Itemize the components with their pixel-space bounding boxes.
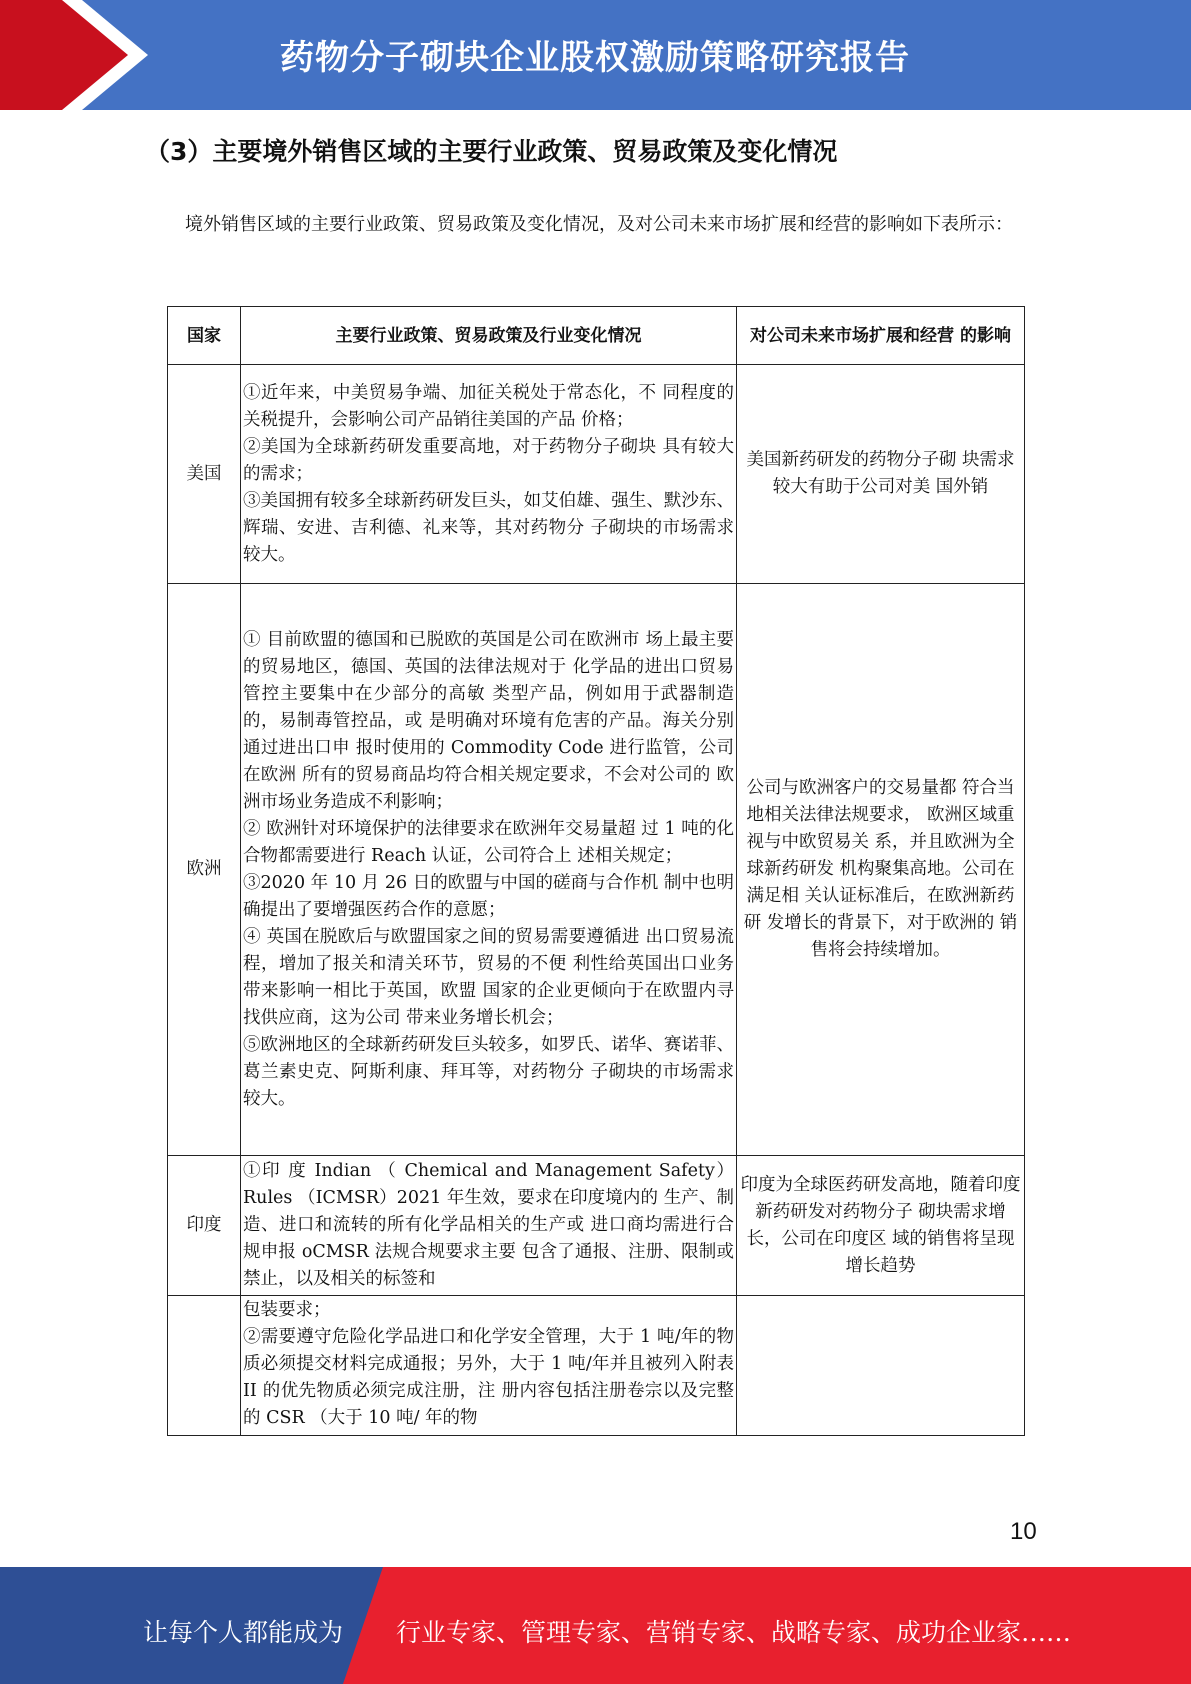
policy-item: ②需要遵守危险化学品进口和化学安全管理，大于 1 吨/年的物质必须提交材料完成通报；另外，大于 1 吨/年并且被列入附表 II 的优先物质必须完成注册，注 册内容包括注册卷宗以及完整的 CSR （大于 10 吨/ 年的物 (243, 1327, 734, 1428)
policy-table (167, 306, 1025, 1436)
footer-banner (0, 1567, 1191, 1684)
table-row-europe (168, 584, 1025, 1156)
policy-cell (241, 1156, 737, 1296)
page-number: 10 (1010, 1518, 1037, 1545)
header-country: 国家 (168, 307, 241, 365)
footer-slogan-left: 让每个人都能成为 (143, 1618, 344, 1647)
impact-cell: 美国新药研发的药物分子砌 块需求较大有助于公司对美 国外销 (737, 365, 1025, 584)
policy-cell (241, 584, 737, 1156)
policy-item: ② 欧洲针对环境保护的法律要求在欧洲年交易量超 过 1 吨的化合物都需要进行 Reach 认证，公司符合上 述相关规定； (243, 818, 734, 866)
policy-item: ①印 度 Indian （ Chemical and Management Safety） Rules （ICMSR）2021 年生效，要求在印度境内的 生产、制造、进口和流转的所有化学品相关的生产或 进口商均需进行合规申报 oCMSR 法规合规要求主要 包含了通报、注册、限制或禁止，以及相关的标签和 (243, 1161, 734, 1289)
impact-cell: 印度为全球医药研发高地，随着印度新药研发对药物分子 砌块需求增长，公司在印度区 域的销售将呈现增长趋势 (737, 1156, 1025, 1296)
policy-item: ⑤欧洲地区的全球新药研发巨头较多，如罗氏、诺华、赛诺菲、葛兰素史克、阿斯利康、拜耳等，对药物分 子砌块的市场需求较大。 (243, 1034, 734, 1109)
policy-item: ①近年来，中美贸易争端、加征关税处于常态化，不 同程度的关税提升，会影响公司产品销往美国的产品 价格； (243, 382, 734, 430)
table-header-row (168, 307, 1025, 365)
header-banner (0, 0, 1191, 110)
country-cell (168, 1296, 241, 1436)
country-cell: 印度 (168, 1156, 241, 1296)
footer-slogan-right: 行业专家、管理专家、营销专家、战略专家、成功企业家…… (396, 1618, 1072, 1647)
table-row-usa (168, 365, 1025, 584)
intro-paragraph: 境外销售区域的主要行业政策、贸易政策及变化情况，及对公司未来市场扩展和经营的影响如下表所示： (185, 214, 1013, 235)
report-title: 药物分子砌块企业股权激励策略研究报告 (280, 38, 910, 78)
policy-item: ① 目前欧盟的德国和已脱欧的英国是公司在欧洲市 场上最主要的贸易地区，德国、英国的法律法规对于 化学品的进出口贸易管控主要集中在少部分的高敏 类型产品，例如用于武器制造的，易制毒管控品，或 是明确对环境有危害的产品。海关分别通过进出口申 报时使用的 Commodity Code 进行监管，公司在欧洲 所有的贸易商品均符合相关规定要求，不会对公司的 欧洲市场业务造成不利影响； (243, 629, 734, 812)
policy-item: ③2020 年 10 月 26 日的欧盟与中国的磋商与合作机 制中也明确提出了要增强医药合作的意愿； (243, 872, 734, 920)
policy-item: 包装要求； (243, 1300, 331, 1320)
table-row-india (168, 1156, 1025, 1296)
policy-item: ②美国为全球新药研发重要高地，对于药物分子砌块 具有较大的需求； (243, 436, 734, 484)
country-cell: 欧洲 (168, 584, 241, 1156)
policy-item: ③美国拥有较多全球新药研发巨头，如艾伯雄、强生、默沙东、辉瑞、安进、吉利德、礼来等，其对药物分 子砌块的市场需求较大。 (243, 490, 734, 565)
header-policies: 主要行业政策、贸易政策及行业变化情况 (241, 307, 737, 365)
policy-item: ④ 英国在脱欧后与欧盟国家之间的贸易需要遵循进 出口贸易流程，增加了报关和清关环节，贸易的不便 利性给英国出口业务带来影响一相比于英国，欧盟 国家的企业更倾向于在欧盟内寻找供应商，这为公司 带来业务增长机会； (243, 926, 734, 1028)
impact-cell: 公司与欧洲客户的交易量都 符合当地相关法律法规要求， 欧洲区域重视与中欧贸易关 系，并且欧洲为全球新药研发 机构聚集高地。公司在满足相 关认证标准后，在欧洲新药研 发增长的背景下，对于欧洲的 销售将会持续增加。 (737, 584, 1025, 1156)
section-heading: （3）主要境外销售区域的主要行业政策、贸易政策及变化情况 (145, 137, 838, 166)
policy-cell (241, 365, 737, 584)
table-row-continued (168, 1296, 1025, 1436)
impact-cell (737, 1296, 1025, 1436)
header-impact: 对公司未来市场扩展和经营 的影响 (737, 307, 1025, 365)
policy-cell (241, 1296, 737, 1436)
country-cell: 美国 (168, 365, 241, 584)
